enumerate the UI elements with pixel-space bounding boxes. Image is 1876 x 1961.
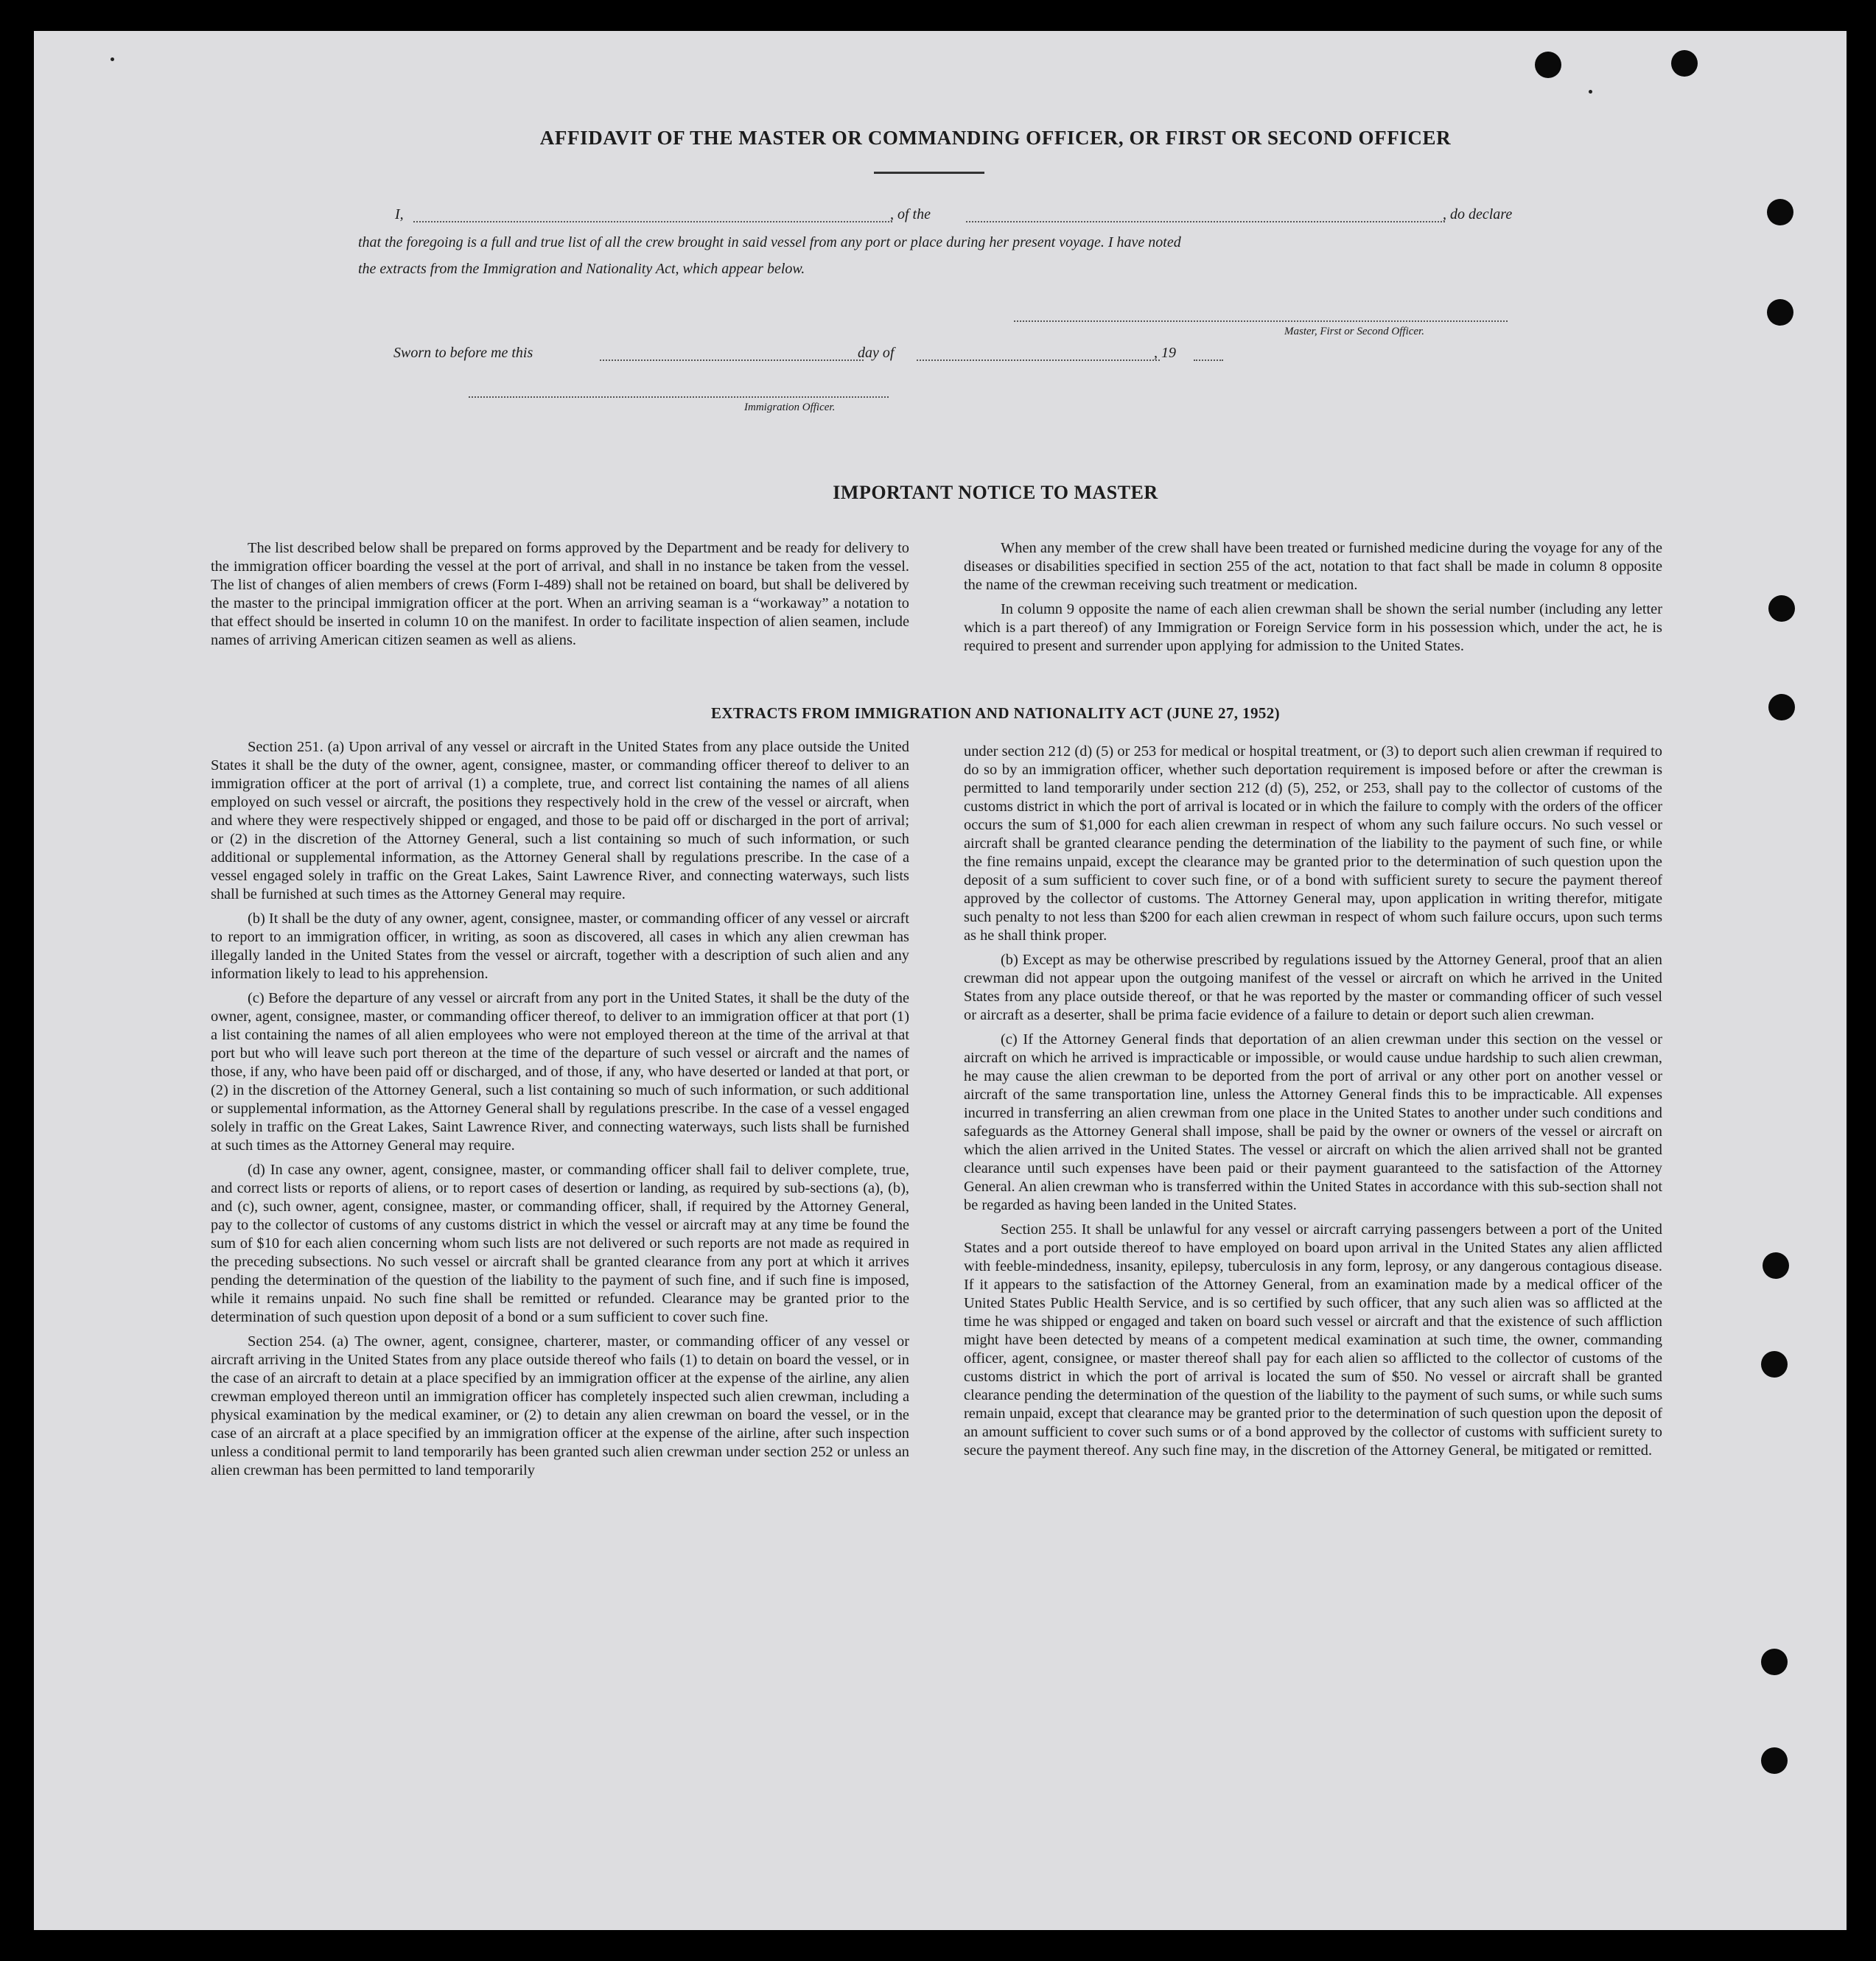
affidavit-of-the-label: , of the — [890, 206, 931, 222]
form-sheet — [34, 31, 1847, 1930]
speck — [1589, 90, 1592, 94]
affidavit-statement-line-2: the extracts from the Immigration and Nationality Act, which appear below. — [358, 261, 805, 277]
notice-right-column — [964, 539, 1662, 662]
punch-hole — [1761, 1649, 1788, 1675]
master-signature-caption: Master, First or Second Officer. — [1284, 326, 1424, 337]
immigration-officer-caption: Immigration Officer. — [744, 401, 836, 413]
notice-left-column — [211, 539, 909, 656]
master-signature-line[interactable] — [1014, 320, 1508, 322]
notice-left-paragraph: The list described below shall be prepared on forms approved by the Department and be ready for delivery to the immigration officer boarding the vessel at the port of arrival, and shall in no instance be taken from the vessel. The list of changes of alien members of crews (Form I-489) shall not be retained on board, but shall be delivered by the master to the principal immigration officer at the port. When an arriving seaman is a “workaway” a notation to that effect should be inserted in column 10 on the manifest. In order to facilitate inspection of alien seamen, include names of arriving American citizen seamen as well as aliens. — [211, 540, 909, 648]
section-254-a-continued: under section 212 (d) (5) or 253 for medical or hospital treatment, or (3) to deport such alien crewman if required to do so by an immigration officer, whether such deportation requirement is imposed before or after the crewman is permitted to land temporarily under section 212 (d) (5), 252, or 253, shall pay to the collector of customs of the customs district in which the port of arrival is located or in which the failure to comply with the orders of the officer occurs the sum of $1,000 for each alien crewman in respect of whom any such failure occurs. No such vessel or aircraft shall be granted clearance pending the determination of the liability to the payment of such fine, or while the fine remains unpaid, except the clearance may be granted prior to the determination of such question upon the deposit of a sum sufficient to cover such fine, or of a bond with sufficient surety to secure the payment thereof approved by the collector of customs. The Attorney General may, upon application in writing therefor, mitigate such penalty to not less than $200 for each alien crewman in respect of whom such failure occurs, upon such terms as he shall think proper. — [964, 743, 1662, 944]
punch-hole — [1763, 1252, 1789, 1279]
affidavit-declare-label: , do declare — [1443, 206, 1513, 222]
punch-hole — [1768, 694, 1795, 720]
extracts-right-column — [964, 743, 1662, 1466]
punch-hole — [1767, 299, 1793, 326]
punch-hole — [1671, 50, 1698, 77]
section-255: Section 255. It shall be unlawful for any vessel or aircraft carrying passengers between a port of the United States and a port outside thereof to have employed on board upon arrival in the United States any alien afflicted with feeble-mindedness, insanity, epilepsy, tuberculosis in any form, leprosy, or any dangerous contagious disease. If it appears to the satisfaction of the Attorney General, from an examination made by a medical officer of the United States Public Health Service, and is so certified by such officer, that any such alien was so afflicted at the time he was shipped or engaged and taken on board such vessel or aircraft and that the existence of such affliction might have been detected by means of a competent medical examination at such time, the owner, commanding officer, agent, consignee, or master thereof shall pay for each alien so afflicted to the collector of customs of the customs district in which the port of arrival is located the sum of $50. No vessel or aircraft shall be granted clearance pending the determination of the question of the liability to the payment of such sums, or while such sums remain unpaid, except that clearance may be granted prior to the determination of such question upon the deposit of an amount sufficient to cover such sums or of a bond approved by the collector of customs with sufficient surety to secure the payment thereof. Any such fine may, in the discretion of the Attorney General, be mitigated or remitted. — [964, 1221, 1662, 1459]
punch-hole — [1761, 1351, 1788, 1378]
immigration-officer-signature-line[interactable] — [469, 396, 889, 398]
section-251-c: (c) Before the departure of any vessel or aircraft from any port in the United States, it shall be the duty of the owner, agent, consignee, master, or commanding officer thereof, to deliver to an immigration officer at that port (1) a list containing the names of all alien employees who were not employed thereon at the time of the arrival at that port but who will leave such port thereon at the time of the departure of such vessel or aircraft and the names of those, if any, who have been paid off or discharged, and of those, if any, who have deserted or landed at that port, or (2) in the discretion of the Attorney General, such a list containing so much of such information, or such additional or supplemental information, as the Attorney General shall by regulations prescribe. In the case of a vessel engaged solely in traffic on the Great Lakes, Saint Lawrence River, and connecting waterways, such lists shall be furnished at such times as the Attorney General may require. — [211, 990, 909, 1154]
section-251-a: Section 251. (a) Upon arrival of any vessel or aircraft in the United States from any place outside the United States it shall be the duty of the owner, agent, consignee, master, or commanding officer thereof to deliver to an immigration officer at the port of arrival (1) a complete, true, and correct list containing the names of all aliens employed on such vessel or aircraft, the positions they respectively hold in the crew of the vessel or aircraft, when and where they were respectively shipped or engaged, and those to be paid off or discharged in the port of arrival; or (2) in the discretion of the Attorney General, such a list containing so much of such information, or such additional or supplemental information, as the Attorney General shall by regulations prescribe. In the case of a vessel engaged solely in traffic on the Great Lakes, Saint Lawrence River, and connecting waterways, such lists shall be furnished at such times as the Attorney General may require. — [211, 739, 909, 902]
sworn-day-blank[interactable] — [600, 359, 864, 361]
notice-title: IMPORTANT NOTICE TO MASTER — [833, 482, 1158, 503]
section-254-b: (b) Except as may be otherwise prescribed by regulations issued by the Attorney General, proof that an alien crewman did not appear upon the outgoing manifest of the vessel or aircraft on which he arrived in the United States from any place outside thereof, or that he was reported by the master or commanding officer of such vessel or aircraft as a deserter, shall be prima facie evidence of a failure to detain or deport such alien crewman. — [964, 952, 1662, 1023]
notice-right-paragraph-2: In column 9 opposite the name of each alien crewman shall be shown the serial number (including any letter which is a part thereof) of any Immigration or Foreign Service form in his possession which, under the act, he is required to present and surrender upon applying for admission to the United States. — [964, 601, 1662, 654]
punch-hole — [1767, 199, 1793, 225]
sworn-label: Sworn to before me this — [393, 345, 533, 361]
affidavit-title: AFFIDAVIT OF THE MASTER OR COMMANDING OFFICER, OR FIRST OR SECOND OFFICER — [539, 127, 1452, 149]
punch-hole — [1761, 1747, 1788, 1774]
sworn-month-blank[interactable] — [917, 359, 1160, 361]
name-blank[interactable] — [413, 221, 892, 222]
speck — [111, 57, 114, 61]
affidavit-statement-line: that the foregoing is a full and true list of all the crew brought in said vessel from any port or place during her present voyage. I have noted — [358, 234, 1181, 250]
title-rule — [874, 172, 984, 174]
sworn-year-blank[interactable] — [1194, 359, 1223, 361]
section-254-a: Section 254. (a) The owner, agent, consignee, charterer, master, or commanding officer of any vessel or aircraft arriving in the United States from any place outside thereof who fails (1) to detain on board the vessel, or in the case of an aircraft to detain at a place specified by an immigration officer at the expense of the airline, any alien crewman employed thereon until an immigration officer has completely inspected such alien crewman, including a physical examination by the medical examiner, or (2) to detain any alien crewman on board the vessel, or in the case of an aircraft at a place specified by an immigration officer at the expense of the airline, after such inspection unless a conditional permit to land temporarily has been granted such alien crewman under section 252 or unless an alien crewman has been permitted to land temporarily — [211, 1333, 909, 1478]
vessel-blank[interactable] — [966, 221, 1445, 222]
punch-hole — [1535, 52, 1561, 78]
extracts-title: EXTRACTS FROM IMMIGRATION AND NATIONALITY ACT (JUNE 27, 1952) — [710, 704, 1281, 722]
affidavit-i-label: I, — [395, 206, 404, 222]
extracts-left-column — [211, 738, 909, 1486]
punch-hole — [1768, 595, 1795, 622]
year-label: , 19 — [1154, 345, 1176, 361]
notice-right-paragraph-1: When any member of the crew shall have been treated or furnished medicine during the voyage for any of the diseases or disabilities specified in section 255 of the act, notation to that fact shall be made in column 8 opposite the name of the crewman receiving such treatment or medication. — [964, 540, 1662, 593]
section-251-b: (b) It shall be the duty of any owner, agent, consignee, master, or commanding officer of any vessel or aircraft to report to an immigration officer, in writing, as soon as discovered, all cases in which any alien crewman has illegally landed in the United States from the vessel or aircraft, together with a description of such alien and any information likely to lead to his apprehension. — [211, 911, 909, 982]
day-of-label: day of — [858, 345, 895, 361]
section-254-c: (c) If the Attorney General finds that deportation of an alien crewman under this section on the vessel or aircraft on which he arrived is impracticable or impossible, or would cause undue hardship to such alien crewman, he may cause the alien crewman to be deported from the port of arrival or any other port on another vessel or aircraft of the same transportation line, unless the Attorney General finds this to be impracticable. All expenses incurred in transferring an alien crewman from one place in the United States to another under such conditions and safeguards as the Attorney General shall impose, shall be paid by the owner or owners of the vessel or aircraft on which the alien arrived in the United States. The vessel or aircraft on which the alien arrived shall not be granted clearance until such expenses have been paid or their payment guaranteed to the satisfaction of the Attorney General. An alien crewman who is transferred within the United States in accordance with this sub-section shall not be regarded as having been landed in the United States. — [964, 1031, 1662, 1213]
section-251-d: (d) In case any owner, agent, consignee, master, or commanding officer shall fail to deliver complete, true, and correct lists or reports of aliens, or to report cases of desertion or landing, as required by sub-sections (a), (b), and (c), such owner, agent, consignee, master, or commanding officer, shall, if required by the Attorney General, pay to the collector of customs of any customs district in which the vessel or aircraft may at any time be found the sum of $10 for each alien concerning whom such lists are not delivered or such reports are not made as required in the preceding subsections. No such vessel or aircraft shall be granted clearance from any port at which it arrives pending the determination of the question of the liability to the payment of such fine, and if such fine is imposed, while it remains unpaid. No such fine shall be remitted or refunded. Clearance may be granted prior to the determination of such question upon deposit of a bond or a sum sufficient to cover such fine. — [211, 1162, 909, 1325]
